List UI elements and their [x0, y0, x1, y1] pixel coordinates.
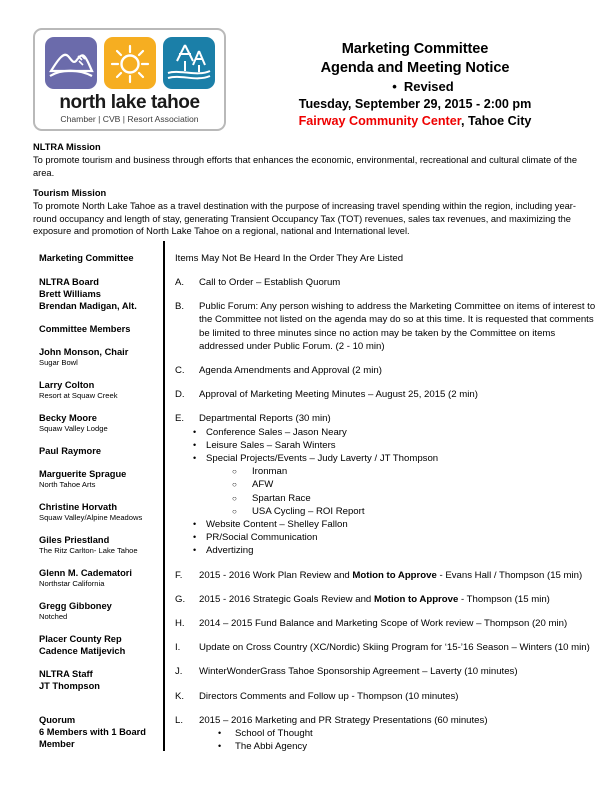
agenda-text: Directors Comments and Follow up - Thompson (10 minutes) [199, 690, 459, 702]
quorum-line-1: 6 Members with 1 Board [39, 726, 146, 737]
roster-entry [39, 567, 157, 589]
agenda-text-before: 2015 - 2016 Strategic Goals Review and [199, 593, 374, 605]
agenda-text: 2014 – 2015 Fund Balance and Marketing Scope of Work review – Thompson (20 min) [199, 618, 568, 630]
motion-to-approve-label: Motion to Approve [373, 593, 459, 605]
committee-members-heading: Committee Members [39, 323, 131, 334]
committee-roster-column [33, 252, 157, 753]
member-org: The Ritz Carlton- Lake Tahoe [39, 545, 138, 555]
agenda-text-after: - Evans Hall / Thompson (15 min) [436, 569, 583, 581]
sub-bullet [175, 727, 598, 740]
agenda-item-b [175, 300, 598, 353]
agenda-text: Approval of Marketing Meeting Minutes – August 25, 2015 (2 min) [199, 389, 478, 401]
sub-bullet [175, 452, 598, 465]
quorum-heading: Quorum [39, 714, 76, 725]
bullet-icon: • [193, 439, 197, 450]
roster-entry [39, 534, 157, 556]
nltra-mission-body: To promote tourism and business through efforts that enhances the economic, environmental, recreational and cultural climate of the area. [33, 155, 577, 178]
sub-bullet-text: The Abbi Agency [235, 741, 308, 753]
agenda-letter: I. [175, 642, 181, 654]
agenda-letter: K. [175, 690, 185, 702]
agenda-letter: A. [175, 276, 185, 288]
agenda-item-h [175, 617, 598, 630]
agenda-item-d [175, 388, 598, 401]
agenda-text [199, 569, 598, 582]
member-org: Notched [39, 611, 68, 621]
sub-bullet-text: Leisure Sales – Sarah Winters [206, 439, 336, 451]
nltra-staff-group [39, 668, 157, 692]
staff-heading: NLTRA Staff [39, 668, 93, 679]
agenda-item-e-title: Departmental Reports (30 min) [199, 413, 331, 425]
logo-tiles [43, 37, 216, 89]
agenda-text: Update on Cross Country (XC/Nordic) Skiing Program for ‘15-’16 Season – Winters (10 min) [199, 642, 590, 654]
venue-name: Fairway Community Center [298, 114, 461, 128]
sub-sub-bullet [175, 478, 598, 491]
member-org: Resort at Squaw Creek [39, 390, 118, 400]
committee-members-group [39, 323, 157, 335]
agenda-item-l-sublist [175, 727, 598, 753]
board-heading: NLTRA Board [39, 276, 99, 287]
roster-entry [39, 501, 157, 523]
tourism-mission-heading: Tourism Mission [33, 188, 107, 199]
member-org: Sugar Bowl [39, 357, 78, 367]
agenda-text [199, 593, 598, 606]
agenda-letter: F. [175, 569, 183, 581]
roster-entry [39, 379, 157, 401]
member-org: North Tahoe Arts [39, 479, 96, 489]
sub-sub-bullet [175, 505, 598, 518]
sub-bullet [175, 740, 598, 753]
member-name: Christine Horvath [39, 501, 118, 512]
member-name: Gregg Gibboney [39, 600, 112, 611]
member-org: Northstar California [39, 578, 105, 588]
venue-city: , Tahoe City [460, 114, 532, 128]
page-title-line-2: Agenda and Meeting Notice [320, 60, 510, 76]
agenda-text: WinterWonderGrass Tahoe Sponsorship Agreement – Laverty (10 minutes) [199, 666, 518, 678]
bullet-icon: • [193, 532, 197, 543]
sub-bullet [175, 531, 598, 544]
agenda-text: Public Forum: Any person wishing to address the Marketing Committee on items of interest to the Committee not listed on the agenda may do so at this time. It is requested that comments be limited to three minutes since no action may be taken by the Committee on items addressed under Public Forum. (2 - 10 min) [199, 301, 596, 352]
member-name: John Monson, Chair [39, 346, 129, 357]
mission-statements [0, 131, 612, 238]
member-name: Giles Priestland [39, 534, 110, 545]
logo-tagline: Chamber | CVB | Resort Association [60, 114, 199, 124]
revised-label: Revised [403, 79, 454, 94]
placer-rep-name: Cadence Matijevich [39, 645, 126, 656]
column-divider [163, 241, 165, 751]
quorum-group [39, 714, 157, 750]
roster-entry [39, 600, 157, 622]
bullet-icon: • [193, 426, 197, 437]
hollow-bullet-icon [232, 465, 252, 478]
agenda-item-i [175, 641, 598, 654]
member-name: Larry Colton [39, 379, 95, 390]
member-name: Paul Raymore [39, 445, 102, 456]
sub-sub-bullet [175, 465, 598, 478]
board-member: Brett Williams [39, 288, 101, 299]
agenda-letter: D. [175, 389, 185, 401]
bullet-icon: • [218, 741, 222, 752]
sub-sub-bullet-text: USA Cycling – ROI Report [252, 505, 365, 517]
sub-bullet-text: PR/Social Communication [206, 532, 318, 544]
member-org: Squaw Valley Lodge [39, 423, 108, 433]
member-name: Becky Moore [39, 412, 97, 423]
north-lake-tahoe-logo [33, 28, 226, 131]
agenda-letter: G. [175, 593, 186, 605]
quorum-line-2: Member [39, 738, 75, 749]
motion-to-approve-label: Motion to Approve [352, 569, 437, 581]
agenda-item-c [175, 364, 598, 377]
sub-bullet-text: Advertizing [206, 545, 254, 557]
meeting-datetime: Tuesday, September 29, 2015 - 2:00 pm [298, 97, 532, 111]
sub-sub-bullet-text: Ironman [252, 466, 288, 478]
roster-entry [39, 468, 157, 490]
sub-bullet-text: Website Content – Shelley Fallon [206, 519, 348, 531]
roster-title: Marketing Committee [39, 252, 134, 263]
sub-bullet [175, 518, 598, 531]
placer-county-rep-group [39, 633, 157, 657]
agenda-letter: E. [175, 413, 185, 425]
agenda-item-e-sublist [175, 426, 598, 558]
sub-bullet [175, 544, 598, 557]
agenda-text: 2015 – 2016 Marketing and PR Strategy Presentations (60 minutes) [199, 714, 488, 726]
title-block [226, 28, 598, 130]
agenda-letter: B. [175, 301, 185, 313]
agenda-item-f [175, 569, 598, 582]
roster-entry [39, 412, 157, 434]
bullet-icon: • [218, 728, 222, 739]
roster-entry [39, 346, 157, 368]
staff-name: JT Thompson [39, 680, 100, 691]
agenda-item-j [175, 665, 598, 678]
trees-lake-icon [163, 37, 215, 89]
agenda-item-a [175, 276, 598, 289]
sun-icon [104, 37, 156, 89]
nltra-mission-heading: NLTRA Mission [33, 142, 101, 152]
agenda-text: Agenda Amendments and Approval (2 min) [199, 364, 382, 376]
agenda-letter: H. [175, 618, 185, 630]
agenda-letter: L. [175, 714, 184, 726]
agenda-text-before: 2015 - 2016 Work Plan Review and [199, 569, 353, 581]
agenda-item-k [175, 690, 598, 703]
body-columns [0, 238, 612, 753]
bullet-icon: • [392, 79, 397, 94]
hollow-bullet-icon [232, 505, 252, 518]
board-group [39, 276, 157, 312]
hollow-bullet-icon [232, 478, 252, 491]
bullet-icon: • [193, 519, 197, 530]
mountains-icon [45, 37, 97, 89]
agenda-letter: J. [175, 666, 183, 678]
sub-sub-bullet [175, 492, 598, 505]
logo-wordmark: north lake tahoe [59, 92, 200, 113]
tourism-mission-body: To promote North Lake Tahoe as a travel destination with the purpose of increasing travel spending within the region, including year-round occupancy and length of stay, generating Transient Occupancy Tax (TOT) revenues, sales tax revenues, and maximizing the exposure and promotion of North Lake Tahoe on a regional, national and International level. [33, 201, 576, 237]
agenda-column [157, 252, 598, 753]
member-name: Marguerite Sprague [39, 468, 127, 479]
sub-sub-bullet-text: Spartan Race [252, 492, 311, 504]
agenda-text [199, 412, 598, 425]
board-member: Brendan Madigan, Alt. [39, 300, 137, 311]
hollow-bullet-icon [232, 492, 252, 505]
page-title-line-1: Marketing Committee [341, 41, 489, 57]
roster-entry [39, 445, 157, 457]
agenda-letter: C. [175, 364, 185, 376]
sub-bullet-text: School of Thought [235, 728, 313, 740]
sub-bullet-text: Special Projects/Events – Judy Laverty / JT Thompson [206, 453, 439, 464]
agenda-item-g [175, 593, 598, 606]
sub-bullet [175, 439, 598, 452]
bullet-icon: • [193, 545, 197, 556]
placer-heading: Placer County Rep [39, 633, 122, 644]
agenda-item-l [175, 714, 598, 727]
agenda-order-note: Items May Not Be Heard In the Order They Are Listed [175, 252, 404, 264]
member-org: Squaw Valley/Alpine Meadows [39, 512, 143, 522]
bullet-icon: • [193, 453, 197, 463]
agenda-text-after: - Thompson (15 min) [458, 593, 550, 605]
sub-sub-bullet-text: AFW [252, 479, 274, 491]
agenda-text: Call to Order – Establish Quorum [199, 276, 341, 288]
sub-bullet-text: Conference Sales – Jason Neary [206, 426, 347, 438]
agenda-item-e [175, 412, 598, 425]
member-name: Glenn M. Cadematori [39, 567, 132, 578]
sub-bullet [175, 426, 598, 439]
meeting-venue [232, 113, 598, 130]
revised-row [232, 78, 598, 96]
document-header [0, 0, 612, 131]
